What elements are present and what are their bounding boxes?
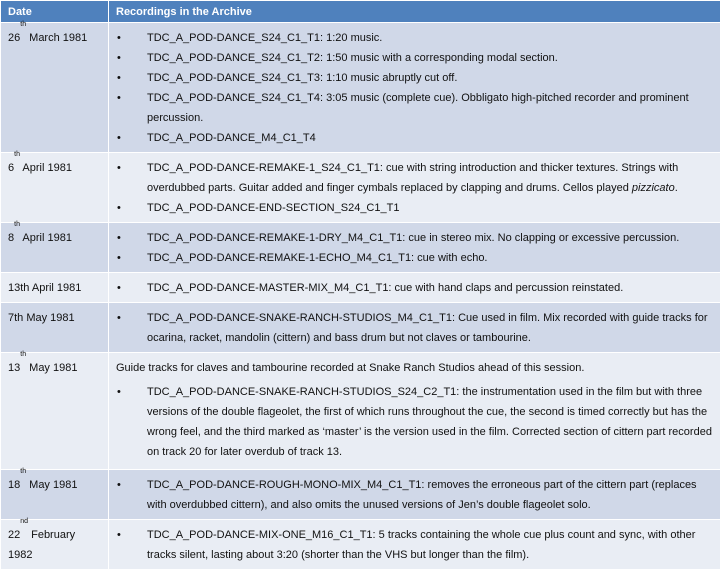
table-row [1,520,720,570]
list-item: • TDC_A_POD-DANCE-SNAKE-RANCH-STUDIOS_M4_C1_T1: Cue used in film. Mix recorded with guide tracks for ocarina, racket, mandolin (cittern) and bass drum but not claves or tambourine. [116,308,714,348]
recordings-cell [109,303,720,353]
date-cell: 22nd February 1982 [1,520,109,570]
table-row [1,153,720,223]
date-cell: 8th April 1981 [1,223,109,273]
date-cell: 7th May 1981 [1,303,109,353]
date-cell: 26th March 1981 [1,23,109,153]
recordings-cell [109,273,720,303]
list-item: • TDC_A_POD-DANCE_S24_C1_T2: 1:50 music with a corresponding modal section. [116,48,714,68]
list-item: • TDC_A_POD-DANCE-END-SECTION_S24_C1_T1 [116,198,714,218]
list-item: • TDC_A_POD-DANCE_S24_C1_T3: 1:10 music abruptly cut off. [116,68,714,88]
session-note: Guide tracks for claves and tambourine recorded at Snake Ranch Studios ahead of this session. [116,358,714,378]
date-cell: 13th April 1981 [1,273,109,303]
recordings-cell [109,153,720,223]
list-item: • TDC_A_POD-DANCE-SNAKE-RANCH-STUDIOS_S24_C2_T1: the instrumentation used in the film but with three versions of the double flageolet, the first of which runs throughout the cue, the second is timed correctly but has the wrong feel, and the third marked as ‘master’ is the version used in the film. Corrected section of cittern part recorded on track 20 for later overdub of track 13. [116,382,714,462]
recordings-cell [109,520,720,570]
list-item: • TDC_A_POD-DANCE-MIX-ONE_M16_C1_T1: 5 tracks containing the whole cue plus count and sync, with other tracks silent, lasting about 3:20 (shorter than the VHS but longer than the film). [116,525,714,565]
date-cell: 6th April 1981 [1,153,109,223]
recordings-cell [109,23,720,153]
date-header: Date [1,1,109,23]
date-cell: 18th May 1981 [1,470,109,520]
list-item: • TDC_A_POD-DANCE-REMAKE-1-DRY_M4_C1_T1: cue in stereo mix. No clapping or excessive percussion. [116,228,714,248]
recordings-header: Recordings in the Archive [109,1,720,23]
header-row [1,1,720,23]
list-item: • TDC_A_POD-DANCE-ROUGH-MONO-MIX_M4_C1_T1: removes the erroneous part of the cittern part (replaces with overdubbed cittern), and also omits the unused versions of Jen’s double flageolet solo. [116,475,714,515]
table-row [1,273,720,303]
table-row [1,303,720,353]
list-item: • TDC_A_POD-DANCE-REMAKE-1-ECHO_M4_C1_T1: cue with echo. [116,248,714,268]
list-item: • TDC_A_POD-DANCE_S24_C1_T1: 1:20 music. [116,28,714,48]
list-item: • TDC_A_POD-DANCE_S24_C1_T4: 3:05 music (complete cue). Obbligato high-pitched recorder and prominent percussion. [116,88,714,128]
recordings-cell [109,470,720,520]
list-item: • TDC_A_POD-DANCE-MASTER-MIX_M4_C1_T1: cue with hand claps and percussion reinstated. [116,278,714,298]
recordings-cell [109,353,720,470]
list-item: • TDC_A_POD-DANCE-REMAKE-1_S24_C1_T1: cue with string introduction and thicker textures. Strings with overdubbed parts. Guitar added and finger cymbals replaced by clapping and drums. Cellos played pizzicato. [116,158,714,198]
table-row [1,23,720,153]
table-row [1,470,720,520]
table-row [1,223,720,273]
recordings-cell [109,223,720,273]
table-row [1,353,720,470]
list-item: • TDC_A_POD-DANCE_M4_C1_T4 [116,128,714,148]
date-cell: 13th May 1981 [1,353,109,470]
